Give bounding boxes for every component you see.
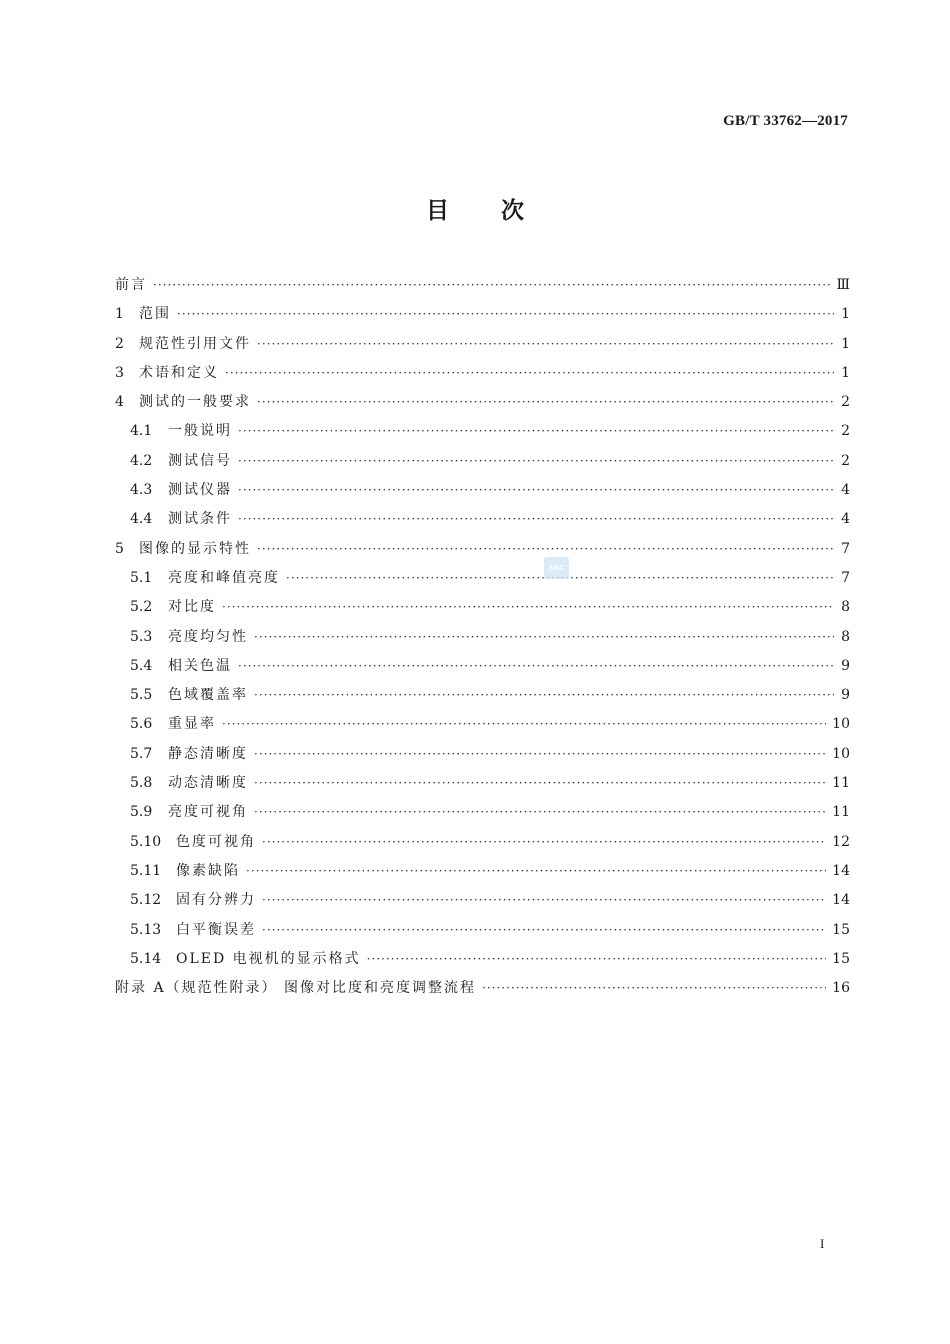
toc-entry-page: 11 [832,775,850,792]
toc-entry[interactable] [115,623,850,652]
toc-entry-page: 9 [841,687,850,704]
toc-entry-page: 11 [832,804,850,821]
toc-entry-number: 2 [115,335,124,352]
toc-entry-page: 1 [841,335,850,352]
toc-entry-preface[interactable] [115,271,850,300]
toc-entry-number: 5.13 [130,921,162,938]
toc-entry-label: 色域覆盖率 [168,687,248,704]
dot-leader [222,593,834,622]
toc-entry-number: 5.10 [130,833,162,850]
page-title: 目 次 [425,198,524,224]
toc-entry-label: 亮度均匀性 [168,628,248,645]
toc-entry-page: 16 [832,980,850,997]
toc-entry-number: 5.8 [130,775,153,792]
toc-entry-page: 1 [841,306,850,323]
toc-entry[interactable] [115,710,850,739]
toc-entry[interactable] [115,886,850,915]
toc-entry-label: 一般说明 [168,423,232,440]
dot-leader [367,945,827,974]
toc-entry-label: 静态清晰度 [168,745,248,762]
toc-entry-label: 相关色温 [168,657,232,674]
toc-entry-page: 4 [841,511,850,528]
toc-entry-page: 15 [832,921,850,938]
dot-leader [254,740,826,769]
toc-entry-page: Ⅲ [836,277,850,293]
toc-entry-page: 4 [841,482,850,499]
toc-entry-label: 固有分辨力 [176,892,256,909]
toc-entry[interactable] [115,828,850,857]
toc-entry-number: 5 [115,540,124,557]
toc-entry-page: 1 [841,364,850,381]
toc-entry[interactable] [115,798,850,827]
dot-leader [482,974,826,1003]
toc-entry-number: 4.2 [130,452,153,469]
toc-entry-page: 10 [832,745,850,762]
toc-entry[interactable] [115,359,850,388]
dot-leader [254,681,834,710]
toc-entry-label: 术语和定义 [139,364,219,381]
toc-entry-label: 像素缺陷 [176,862,240,879]
toc-entry-label: 对比度 [168,599,216,616]
toc-entry-number: 4 [115,394,124,411]
dot-leader [257,330,834,359]
toc-entry-number: 5.9 [130,804,153,821]
toc-entry[interactable] [115,593,850,622]
dot-leader [225,359,834,388]
toc-entry-page: 7 [841,540,850,557]
toc-entry-page: 2 [841,423,850,440]
toc-entry-number: 5.14 [130,950,162,967]
toc-entry-label: 重显率 [168,716,216,733]
table-of-contents [115,271,850,1003]
toc-entry-label: 测试的一般要求 [139,394,251,411]
toc-entry-number: 5.12 [130,892,162,909]
toc-entry-label: 亮度和峰值亮度 [168,569,280,586]
toc-entry[interactable] [115,857,850,886]
toc-entry-number: 3 [115,364,124,381]
sac-watermark-logo: SAC [544,557,569,579]
dot-leader [254,798,826,827]
toc-entry-label: 图像的显示特性 [139,540,251,557]
page-number: I [820,1236,825,1251]
toc-entry-number: 5.11 [130,862,162,879]
toc-entry-label: 色度可视角 [176,833,256,850]
toc-entry-number: 5.2 [130,599,153,616]
toc-entry[interactable] [115,388,850,417]
toc-entry-label: OLED 电视机的显示格式 [176,950,361,967]
toc-entry-page: 8 [841,628,850,645]
dot-leader [222,710,826,739]
dot-leader [238,417,834,446]
toc-entry-label: 亮度可视角 [168,804,248,821]
toc-entry[interactable] [115,652,850,681]
toc-entry-number: 5.1 [130,569,153,586]
toc-entry[interactable] [115,945,850,974]
toc-entry-page: 14 [832,892,850,909]
toc-entry-label: 动态清晰度 [168,775,248,792]
toc-entry-page: 9 [841,657,850,674]
toc-entry-number: 5.3 [130,628,153,645]
dot-leader [177,300,834,329]
toc-entry-label: 范围 [139,306,171,323]
dot-leader [262,886,826,915]
toc-entry-number: 4.3 [130,482,153,499]
toc-entry-page: 7 [841,569,850,586]
dot-leader [262,828,826,857]
toc-entry[interactable] [115,740,850,769]
toc-entry[interactable] [115,330,850,359]
standard-code: GB/T 33762—2017 [723,113,848,129]
toc-entry-number: 5.7 [130,745,153,762]
toc-entry-page: 2 [841,452,850,469]
toc-entry-label: 测试仪器 [168,482,232,499]
toc-entry-label: 规范性引用文件 [139,335,251,352]
dot-leader [238,505,834,534]
toc-entry[interactable] [115,535,850,564]
toc-entry-number: 4.4 [130,511,153,528]
dot-leader [254,769,826,798]
toc-entry-label: 测试条件 [168,511,232,528]
dot-leader [257,388,834,417]
toc-entry-page: 8 [841,599,850,616]
toc-entry-label: 附录 A（规范性附录） 图像对比度和亮度调整流程 [115,980,477,997]
dot-leader [254,623,834,652]
toc-entry-page: 14 [832,862,850,879]
dot-leader [238,447,834,476]
toc-entry[interactable] [115,916,850,945]
toc-entry[interactable] [115,769,850,798]
toc-entry-page: 2 [841,394,850,411]
toc-entry-number: 5.4 [130,657,153,674]
toc-entry-page: 12 [832,833,850,850]
toc-entry-page: 15 [832,950,850,967]
toc-entry-label: 测试信号 [168,452,232,469]
dot-leader [153,271,830,300]
dot-leader [238,476,834,505]
dot-leader [246,857,826,886]
toc-entry-number: 5.5 [130,687,153,704]
toc-entry-label: 白平衡误差 [176,921,256,938]
toc-entry-label: 前言 [115,277,147,293]
toc-entry[interactable] [115,417,850,446]
toc-entry[interactable] [115,564,850,593]
toc-entry-page: 10 [832,716,850,733]
toc-entry-number: 4.1 [130,423,153,440]
toc-entry[interactable] [115,447,850,476]
toc-entry[interactable] [115,505,850,534]
toc-entry-appendix-a[interactable] [115,974,850,1003]
toc-entry-number: 1 [115,306,124,323]
toc-entry[interactable] [115,300,850,329]
toc-entry[interactable] [115,681,850,710]
dot-leader [262,916,826,945]
dot-leader [238,652,834,681]
toc-entry[interactable] [115,476,850,505]
toc-entry-number: 5.6 [130,716,153,733]
